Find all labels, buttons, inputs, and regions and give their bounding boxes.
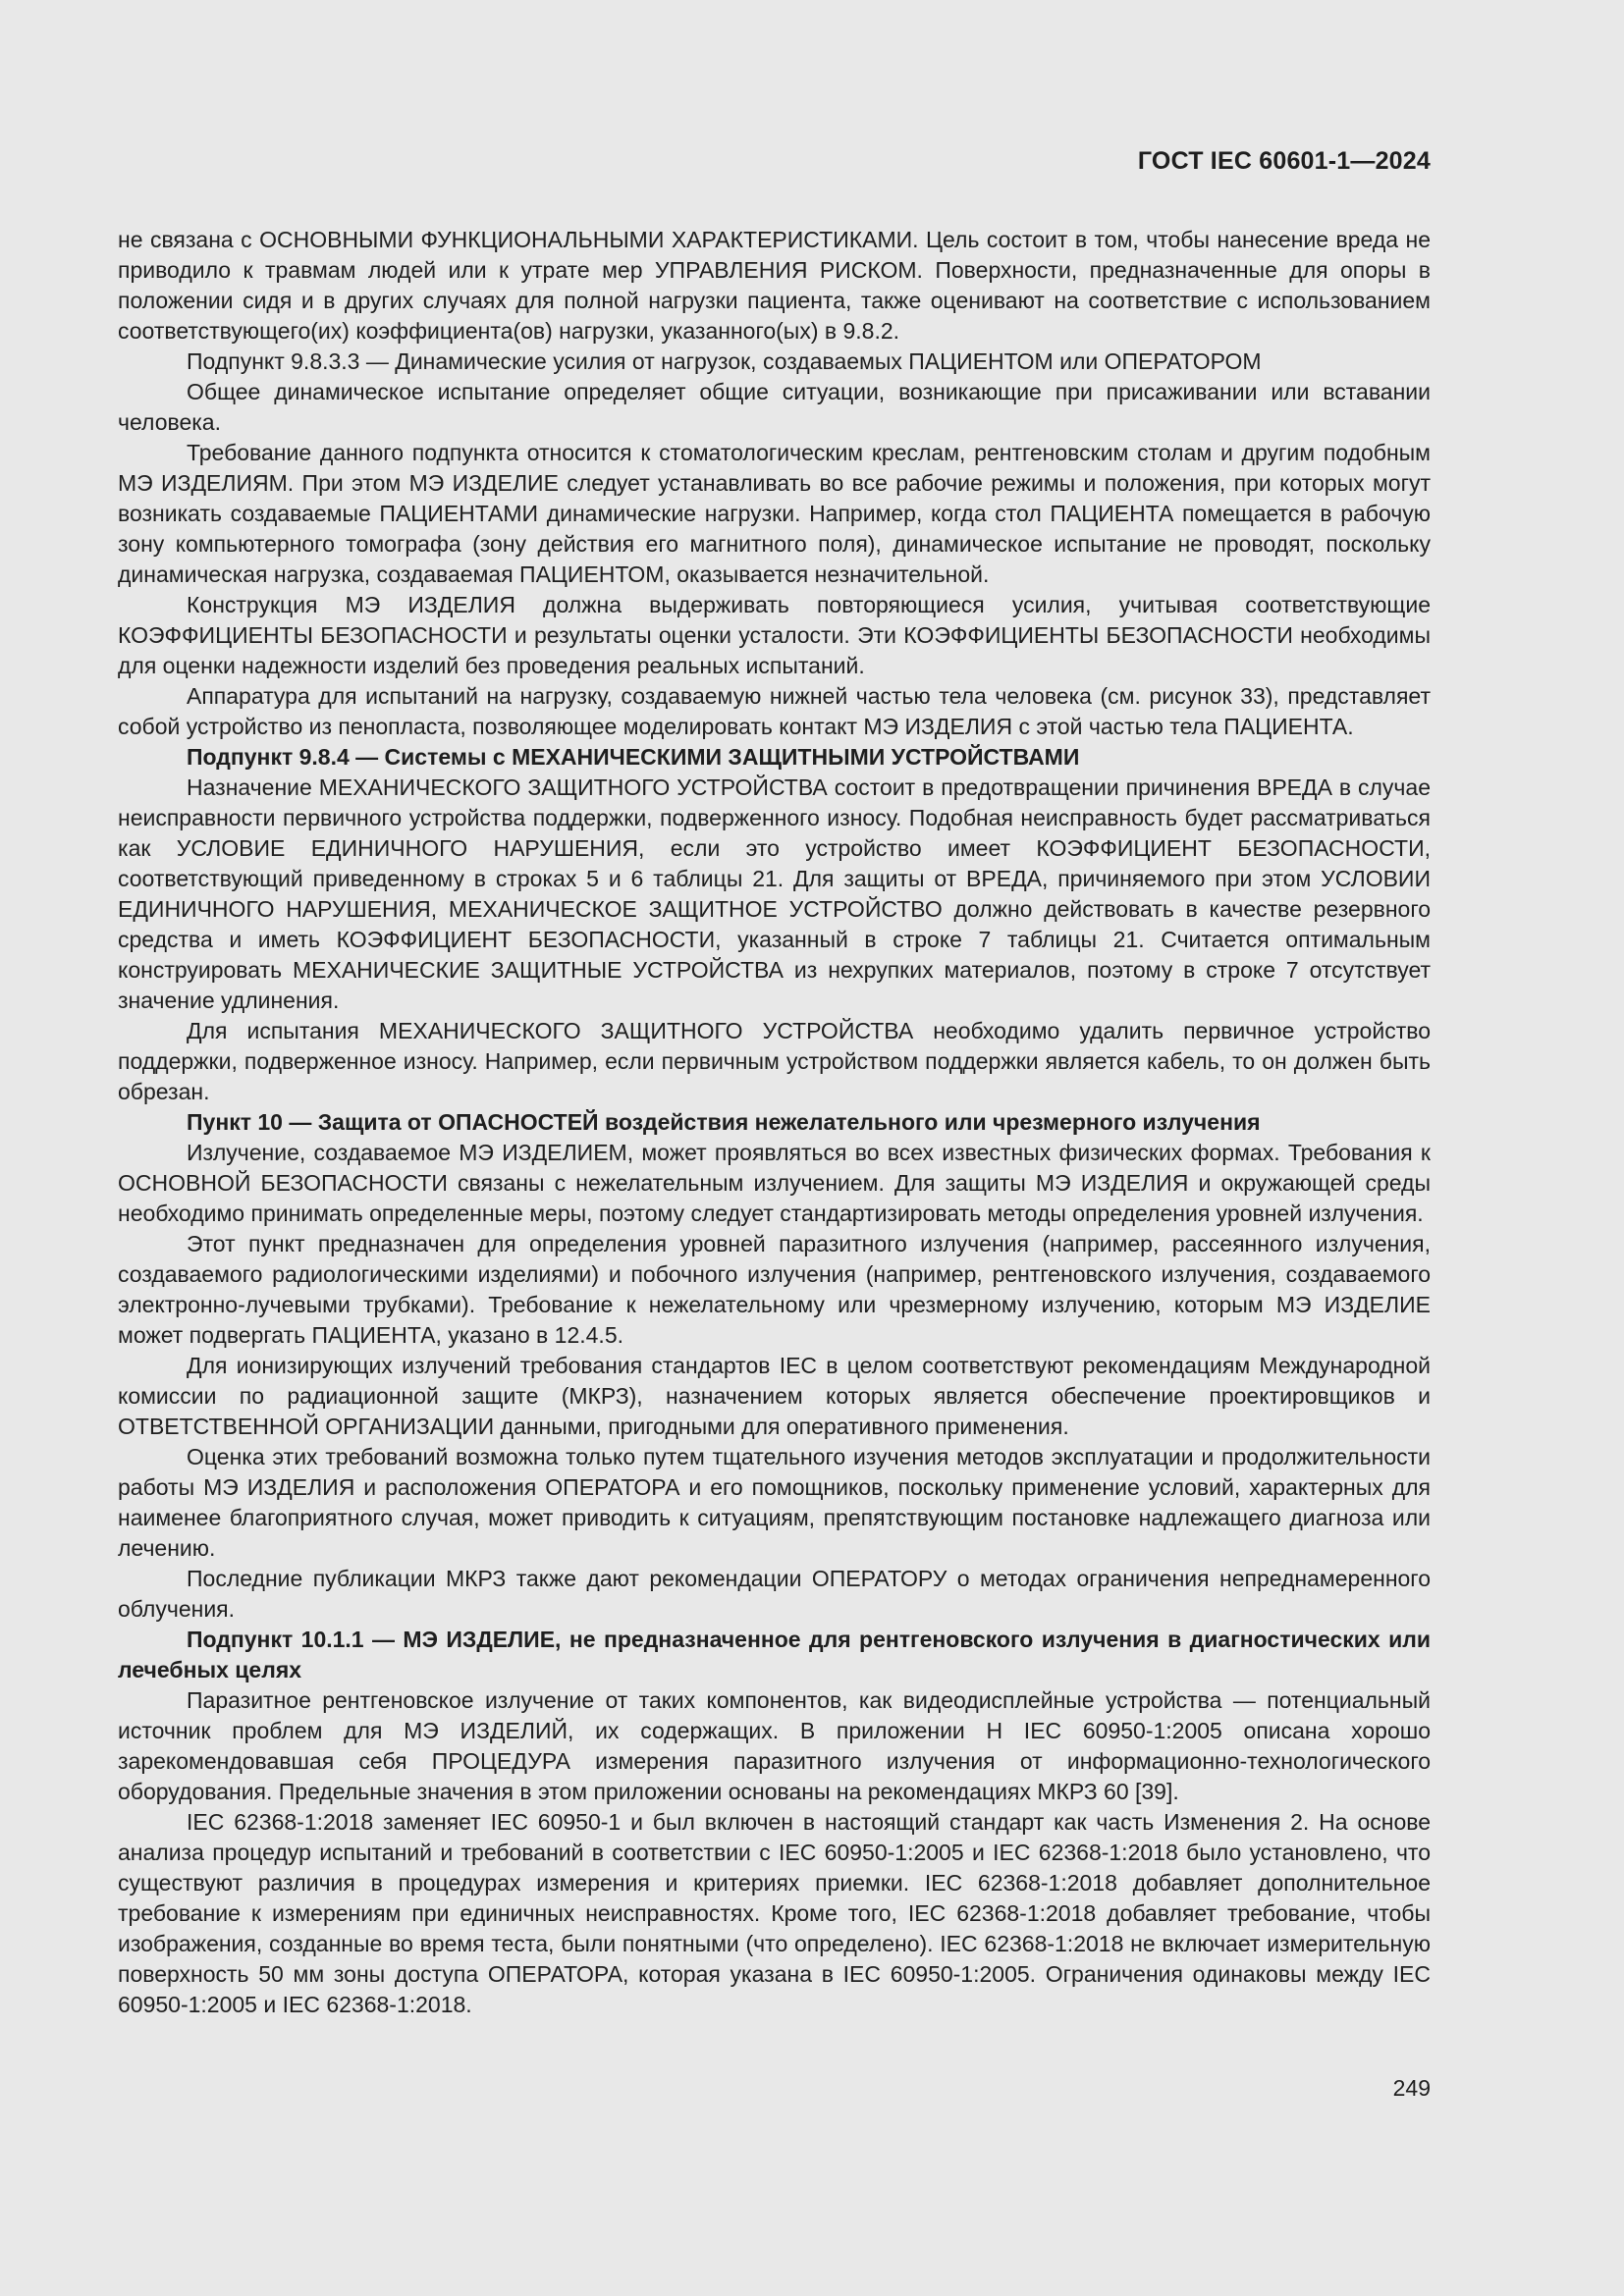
paragraph: Для ионизирующих излучений требования стандартов IEC в целом соответствуют рекомендациям Международной комиссии по радиационной защите (МКРЗ), назначением которых является обеспечение проектировщиков и ОТВЕТСТВЕННОЙ ОРГАНИЗАЦИИ данными, пригодными для оперативного применения. [118, 1353, 1431, 1439]
paragraph: Конструкция МЭ ИЗДЕЛИЯ должна выдерживать повторяющиеся усилия, учитывая соответствующие КОЭФФИЦИЕНТЫ БЕЗОПАСНОСТИ и результаты оценки усталости. Эти КОЭФФИЦИЕНТЫ БЕЗОПАСНОСТИ необходимы для оценки надежности изделий без проведения реальных испытаний. [118, 592, 1431, 678]
section-heading: Подпункт 9.8.4 — Системы с МЕХАНИЧЕСКИМИ ЗАЩИТНЫМИ УСТРОЙСТВАМИ [187, 744, 1080, 770]
paragraph: Последние публикации МКРЗ также дают рекомендации ОПЕРАТОРУ о методах ограничения непреднамеренного облучения. [118, 1566, 1431, 1622]
paragraph: Паразитное рентгеновское излучение от таких компонентов, как видеодисплейные устройства — потенциальный источник проблем для МЭ ИЗДЕЛИЙ, их содержащих. В приложении Н IEC 60950-1:2005 описана хорошо зарекомендовавшая себя ПРОЦЕДУРА измерения паразитного излучения от информационно-технологического оборудования. Предельные значения в этом приложении основаны на рекомендациях МКРЗ 60 [39]. [118, 1687, 1431, 1804]
paragraph: Требование данного подпункта относится к стоматологическим креслам, рентгеновским столам и другим подобным МЭ ИЗДЕЛИЯМ. При этом МЭ ИЗДЕЛИЕ следует устанавливать во все рабочие режимы и положения, при которых могут возникать создаваемые ПАЦИЕНТАМИ динамические нагрузки. Например, когда стол ПАЦИЕНТА помещается в рабочую зону компьютерного томографа (зону действия его магнитного поля), динамическое испытание не проводят, поскольку динамическая нагрузка, создаваемая ПАЦИЕНТОМ, оказывается незначительной. [118, 440, 1431, 587]
paragraph: Назначение МЕХАНИЧЕСКОГО ЗАЩИТНОГО УСТРОЙСТВА состоит в предотвращении причинения ВРЕДА в случае неисправности первичного устройства поддержки, подверженного износу. Подобная неисправность будет рассматриваться как УСЛОВИЕ ЕДИНИЧНОГО НАРУШЕНИЯ, если это устройство имеет КОЭФФИЦИЕНТ БЕЗОПАСНОСТИ, соответствующий приведенному в строках 5 и 6 таблицы 21. Для защиты от ВРЕДА, причиняемого при этом УСЛОВИИ ЕДИНИЧНОГО НАРУШЕНИЯ, МЕХАНИЧЕСКОЕ ЗАЩИТНОЕ УСТРОЙСТВО должно действовать в качестве резервного средства и иметь КОЭФФИЦИЕНТ БЕЗОПАСНОСТИ, указанный в строке 7 таблицы 21. Считается оптимальным конструировать МЕХАНИЧЕСКИЕ ЗАЩИТНЫЕ УСТРОЙСТВА из нехрупких материалов, поэтому в строке 7 отсутствует значение удлинения. [118, 774, 1431, 1013]
document-header: ГОСТ IEC 60601-1—2024 [1137, 147, 1431, 175]
paragraph: Аппаратура для испытаний на нагрузку, создаваемую нижней частью тела человека (см. рисунок 33), представляет собой устройство из пенопласта, позволяющее моделировать контакт МЭ ИЗДЕЛИЯ с этой частью тела ПАЦИЕНТА. [118, 683, 1431, 739]
section-heading: Пункт 10 — Защита от ОПАСНОСТЕЙ воздействия нежелательного или чрезмерного излучения [187, 1109, 1261, 1135]
section-heading: Подпункт 10.1.1 — МЭ ИЗДЕЛИЕ, не предназначенное для рентгеновского излучения в диагностических или лечебных целях [118, 1627, 1431, 1682]
page-number: 249 [1392, 2075, 1431, 2101]
document-body [118, 225, 1431, 2020]
paragraph: не связана с ОСНОВНЫМИ ФУНКЦИОНАЛЬНЫМИ ХАРАКТЕРИСТИКАМИ. Цель состоит в том, чтобы нанесение вреда не приводило к травмам людей или к утрате мер УПРАВЛЕНИЯ РИСКОМ. Поверхности, предназначенные для опоры в положении сидя и в других случаях для полной нагрузки пациента, также оценивают на соответствие с использованием соответствующего(их) коэффициента(ов) нагрузки, указанного(ых) в 9.8.2. [118, 227, 1431, 344]
paragraph: IEC 62368-1:2018 заменяет IEC 60950-1 и был включен в настоящий стандарт как часть Изменения 2. На основе анализа процедур испытаний и требований в соответствии с IEC 60950-1:2005 и IEC 62368-1:2018 было установлено, что существуют различия в процедурах измерения и критериях приемки. IEC 62368-1:2018 добавляет дополнительное требование к измерениям при единичных неисправностях. Кроме того, IEC 62368-1:2018 добавляет требование, чтобы изображения, созданные во время теста, были понятными (что определено). IEC 62368-1:2018 не включает измерительную поверхность 50 мм зоны доступа ОПЕРАТОРА, которая указана в IEC 60950-1:2005. Ограничения одинаковы между IEC 60950-1:2005 и IEC 62368-1:2018. [118, 1809, 1431, 2017]
paragraph: Излучение, создаваемое МЭ ИЗДЕЛИЕМ, может проявляться во всех известных физических формах. Требования к ОСНОВНОЙ БЕЗОПАСНОСТИ связаны с нежелательным излучением. Для защиты МЭ ИЗДЕЛИЯ и окружающей среды необходимо принимать определенные меры, поэтому следует стандартизировать методы определения уровней излучения. [118, 1140, 1431, 1226]
subclause-heading: Подпункт 9.8.3.3 — Динамические усилия от нагрузок, создаваемых ПАЦИЕНТОМ или ОПЕРАТОРОМ [187, 348, 1262, 374]
paragraph: Оценка этих требований возможна только путем тщательного изучения методов эксплуатации и продолжительности работы МЭ ИЗДЕЛИЯ и расположения ОПЕРАТОРА и его помощников, поскольку применение условий, характерных для наименее благоприятного случая, может приводить к ситуациям, препятствующим постановке надлежащего диагноза или лечению. [118, 1444, 1431, 1561]
paragraph: Этот пункт предназначен для определения уровней паразитного излучения (например, рассеянного излучения, создаваемого радиологическими изделиями) и побочного излучения (например, рентгеновского излучения, создаваемого электронно-лучевыми трубками). Требование к нежелательному или чрезмерному излучению, которым МЭ ИЗДЕЛИЕ может подвергать ПАЦИЕНТА, указано в 12.4.5. [118, 1231, 1431, 1348]
paragraph: Для испытания МЕХАНИЧЕСКОГО ЗАЩИТНОГО УСТРОЙСТВА необходимо удалить первичное устройство поддержки, подверженное износу. Например, если первичным устройством поддержки является кабель, то он должен быть обрезан. [118, 1018, 1431, 1104]
paragraph: Общее динамическое испытание определяет общие ситуации, возникающие при присаживании или вставании человека. [118, 379, 1431, 435]
